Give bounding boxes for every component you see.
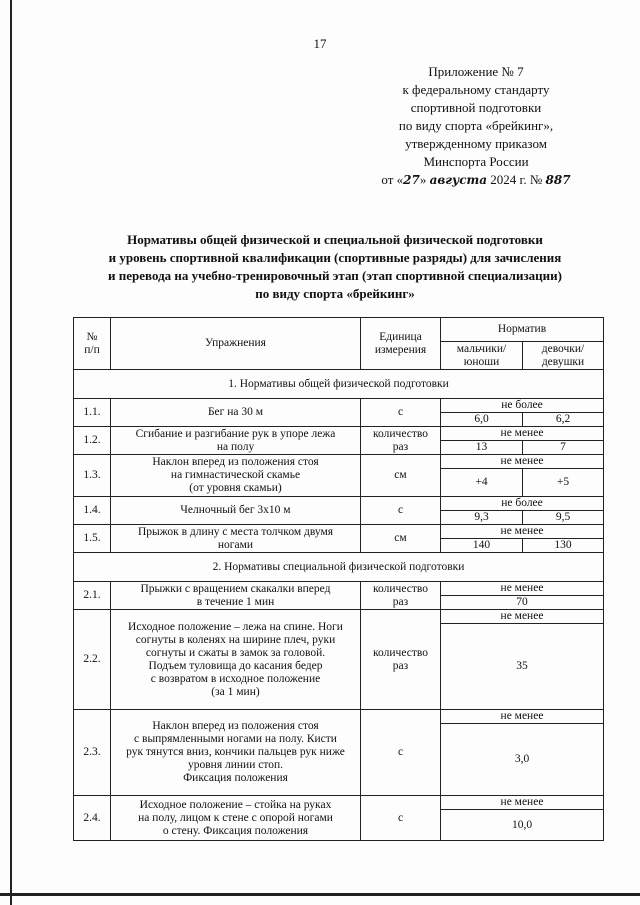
norm-condition: не менее [441,525,604,539]
handwritten-order-number: 887 [545,173,571,187]
row-number: 2.3. [74,710,111,796]
value-boys: 140 [441,539,523,553]
title-line: по виду спорта «брейкинг» [255,286,415,301]
norm-condition: не менее [441,455,604,469]
exercise-name: Прыжки с вращением скакалки вперед в течение 1 мин [111,582,361,610]
table-row [74,497,604,511]
value-boys: 9,3 [441,511,523,525]
value-all: 35 [441,624,604,710]
unit: с [361,399,441,427]
row-number: 1.5. [74,525,111,553]
unit: количество раз [361,427,441,455]
exercise-name: Исходное положение – лежа на спине. Ноги согнуты в коленях на ширине плеч, руки согнуты и сжаты в замок за головой. Подъем туловища до касания бедер с возвратом в исходное положение (за 1 мин) [111,610,361,710]
header-exercise: Упражнения [111,318,361,370]
table-row [74,427,604,441]
exercise-name: Сгибание и разгибание рук в упоре лежа на полу [111,427,361,455]
table-row [74,582,604,596]
table-row [74,455,604,469]
date-prefix: от « [381,172,404,187]
section-row [74,553,604,582]
page-number: 17 [313,36,327,51]
row-number: 2.1. [74,582,111,610]
appendix-line: по виду спорта «брейкинг», [398,118,554,133]
value-boys: +4 [441,469,523,497]
appendix-line: Минспорта России [423,154,529,169]
exercise-name: Исходное положение – стойка на руках на полу, лицом к стене с опорой ногами о стену. Фиксация положения [111,796,361,841]
title-line: и перевода на учебно-тренировочный этап (этап спортивной специализации) [108,268,562,283]
section-heading: 1. Нормативы общей физической подготовки [74,370,604,399]
value-girls: 7 [523,441,604,455]
row-number: 2.2. [74,610,111,710]
value-boys: 6,0 [441,413,523,427]
row-number: 2.4. [74,796,111,841]
table-row [74,796,604,810]
table-row [74,525,604,539]
table-row [74,710,604,724]
title-line: Нормативы общей физической и специальной физической подготовки [127,232,543,247]
value-all: 70 [441,596,604,610]
appendix-block [358,63,594,189]
appendix-line: утвержденному приказом [405,136,547,151]
row-number: 1.1. [74,399,111,427]
value-all: 10,0 [441,810,604,841]
appendix-line: Приложение № 7 [428,64,524,79]
row-number: 1.2. [74,427,111,455]
unit: с [361,710,441,796]
norm-condition: не менее [441,796,604,810]
norm-condition: не более [441,399,604,413]
table-header-row [74,318,604,342]
table-row [74,610,604,624]
value-girls: 6,2 [523,413,604,427]
value-girls: 9,5 [523,511,604,525]
appendix-line: спортивной подготовки [410,100,542,115]
date-separator: » [419,172,427,187]
norm-condition: не более [441,497,604,511]
handwritten-month: августа [429,173,487,187]
unit: количество раз [361,610,441,710]
unit: количество раз [361,582,441,610]
unit: см [361,525,441,553]
value-girls: +5 [523,469,604,497]
header-unit: Единица измерения [361,318,441,370]
norm-condition: не менее [441,427,604,441]
section-heading: 2. Нормативы специальной физической подготовки [74,553,604,582]
header-num: № п/п [74,318,111,370]
standards-table [73,317,604,841]
header-boys: мальчики/ юноши [441,342,523,370]
value-all: 3,0 [441,724,604,796]
row-number: 1.4. [74,497,111,525]
value-boys: 13 [441,441,523,455]
exercise-name: Прыжок в длину с места толчком двумя ногами [111,525,361,553]
unit: с [361,796,441,841]
exercise-name: Наклон вперед из положения стоя на гимнастической скамье (от уровня скамьи) [111,455,361,497]
norm-condition: не менее [441,582,604,596]
handwritten-day: 27 [403,173,420,187]
scan-border-left [10,0,12,905]
exercise-name: Челночный бег 3х10 м [111,497,361,525]
table-row [74,399,604,413]
scan-border-bottom [0,893,640,896]
appendix-line: к федеральному стандарту [402,82,550,97]
header-norm: Норматив [441,318,604,342]
date-year: 2024 г. № [490,172,543,187]
order-date-line [358,171,594,189]
unit: см [361,455,441,497]
header-girls: девочки/ девушки [523,342,604,370]
document-title [70,231,600,303]
exercise-name: Наклон вперед из положения стоя с выпрямленными ногами на полу. Кисти рук тянутся вниз, кончики пальцев рук ниже уровня линии стоп. Фиксация положения [111,710,361,796]
value-girls: 130 [523,539,604,553]
title-line: и уровень спортивной квалификации (спортивные разряды) для зачисления [108,250,562,265]
row-number: 1.3. [74,455,111,497]
section-row [74,370,604,399]
norm-condition: не менее [441,610,604,624]
exercise-name: Бег на 30 м [111,399,361,427]
unit: с [361,497,441,525]
norm-condition: не менее [441,710,604,724]
